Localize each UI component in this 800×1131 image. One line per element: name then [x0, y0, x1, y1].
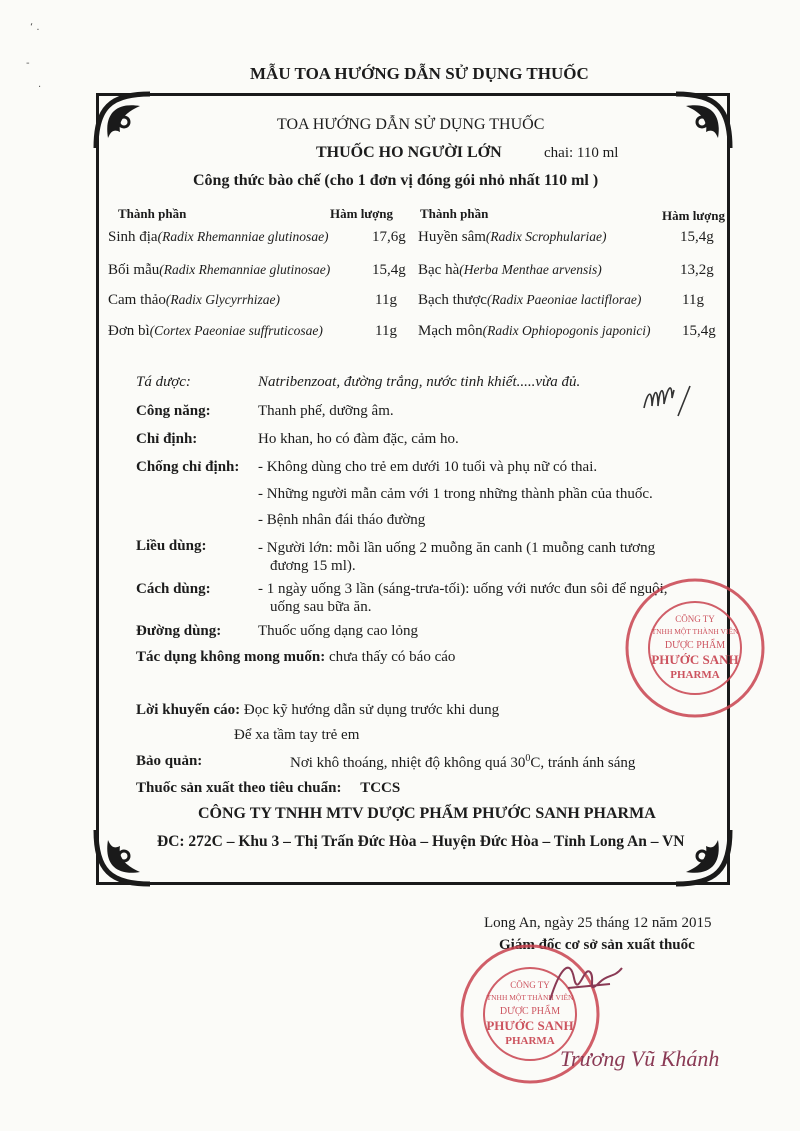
signer-name: Trương Vũ Khánh [560, 1046, 720, 1071]
standard-line: Thuốc sản xuất theo tiêu chuẩn: TCCS [136, 780, 401, 796]
bottle-size: chai: 110 ml [544, 145, 619, 161]
handwritten-signature-icon [540, 948, 630, 1018]
storage-label: Bảo quản: [136, 753, 203, 769]
stamp-text: DƯỢC PHẨM [499, 1006, 561, 1017]
usage-line: - 1 ngày uống 3 lần (sáng-trưa-tối): uống với nước đun sôi để nguội, [258, 581, 668, 597]
company-address: ĐC: 272C – Khu 3 – Thị Trấn Đức Hòa – Huyện Đức Hòa – Tỉnh Long An – VN [157, 833, 685, 850]
excipients-label: Tá dược: [136, 374, 191, 390]
stamp-text: CÔNG TY [510, 980, 550, 990]
stamp-text: TNHH MỘT THÀNH VIÊN [651, 627, 739, 636]
stamp-text: CÔNG TY [675, 614, 715, 624]
dosage-line: đương 15 ml). [270, 558, 356, 574]
ingredient-row: Mạch môn(Radix Ophiopogonis japonici) [418, 323, 651, 339]
stamp-text: PHARMA [505, 1035, 555, 1047]
company-stamp [620, 574, 770, 722]
product-name: THUỐC HO NGƯỜI LỚN [316, 144, 502, 161]
advice-line: Để xa tầm tay trẻ em [234, 727, 360, 743]
usage-line: uống sau bữa ăn. [270, 599, 372, 615]
inner-title: TOA HƯỚNG DẪN SỬ DỤNG THUỐC [277, 116, 545, 133]
contraindication-label: Chống chỉ định: [136, 459, 240, 475]
date-line: Long An, ngày 25 tháng 12 năm 2015 [484, 915, 712, 931]
scan-speck: ‘ . [30, 22, 40, 33]
function-value: Thanh phế, dưỡng âm. [258, 403, 394, 419]
advice-line: Lời khuyến cáo: Đọc kỹ hướng dẫn sử dụng trước khi dung [136, 702, 500, 718]
excipients-value: Natribenzoat, đường trắng, nước tinh khiết.....vừa đủ. [258, 374, 581, 390]
ingredient-row: Cam thảo(Radix Glycyrrhizae) [108, 292, 280, 308]
stamp-text: PHARMA [670, 669, 720, 681]
route-value: Thuốc uống dạng cao lỏng [258, 623, 418, 639]
ingredient-row: Sinh địa(Radix Rhemanniae glutinosae) [108, 229, 329, 245]
table-header: Hàm lượng [330, 206, 394, 221]
ingredient-amount: 15,4g [372, 262, 406, 278]
stamp-text: PHƯỚC SANH [651, 652, 739, 667]
contraindication-item: - Không dùng cho trẻ em dưới 10 tuổi và phụ nữ có thai. [258, 459, 598, 475]
ingredient-amount: 15,4g [680, 229, 714, 245]
formula-heading: Công thức bào chế (cho 1 đơn vị đóng gói nhỏ nhất 110 ml ) [193, 172, 599, 189]
function-label: Công năng: [136, 403, 211, 419]
ingredient-row: Đơn bì(Cortex Paeoniae suffruticosae) [108, 323, 323, 339]
table-header: Thành phần [420, 206, 489, 221]
corner-ornament-icon [90, 824, 156, 890]
company-name: CÔNG TY TNHH MTV DƯỢC PHẨM PHƯỚC SANH PHARMA [198, 805, 656, 822]
signer-title: Giám đốc cơ sở sản xuất thuốc [499, 937, 695, 953]
indication-label: Chỉ định: [136, 431, 198, 447]
corner-ornament-icon [670, 88, 736, 154]
stamp-text: PHƯỚC SANH [486, 1018, 574, 1033]
usage-label: Cách dùng: [136, 581, 211, 597]
ingredient-amount: 11g [375, 292, 397, 308]
scan-speck: · [38, 82, 42, 93]
ingredient-amount: 17,6g [372, 229, 406, 245]
scan-speck: - [26, 58, 30, 69]
route-label: Đường dùng: [136, 623, 222, 639]
ingredient-amount: 13,2g [680, 262, 714, 278]
storage-value: Nơi khô thoáng, nhiệt độ không quá $30^0C$, tránh ánh sáng [290, 753, 636, 771]
initials-signature-icon [638, 368, 718, 423]
table-header: Thành phần [118, 206, 187, 221]
ingredient-row: Huyền sâm(Radix Scrophulariae) [418, 229, 607, 245]
dosage-label: Liều dùng: [136, 538, 207, 554]
ingredient-row: Bối mẫu(Radix Rhemanniae glutinosae) [108, 262, 331, 278]
ingredient-row: Bạch thược(Radix Paeoniae lactiflorae) [418, 292, 642, 308]
stamp-text: TNHH MỘT THÀNH VIÊN [486, 993, 574, 1002]
ingredient-amount: 11g [682, 292, 704, 308]
side-effects-line: Tác dụng không mong muốn: chưa thấy có báo cáo [136, 649, 456, 665]
indication-value: Ho khan, ho có đàm đặc, cảm ho. [258, 431, 459, 447]
ingredient-amount: 11g [375, 323, 397, 339]
contraindication-item: - Bệnh nhân đái tháo đường [258, 512, 426, 528]
stamp-text: DƯỢC PHẨM [664, 640, 726, 651]
ingredient-row: Bạc hà(Herba Menthae arvensis) [418, 262, 602, 278]
ingredient-amount: 15,4g [682, 323, 716, 339]
table-header: Hàm lượng [662, 208, 726, 223]
corner-ornament-icon [90, 88, 156, 154]
dosage-line: - Người lớn: mỗi lần uống 2 muỗng ăn canh (1 muỗng canh tương [258, 540, 656, 556]
page-title: MẪU TOA HƯỚNG DẪN SỬ DỤNG THUỐC [250, 64, 589, 83]
contraindication-item: - Những người mẫn cảm với 1 trong những thành phần của thuốc. [258, 486, 653, 502]
